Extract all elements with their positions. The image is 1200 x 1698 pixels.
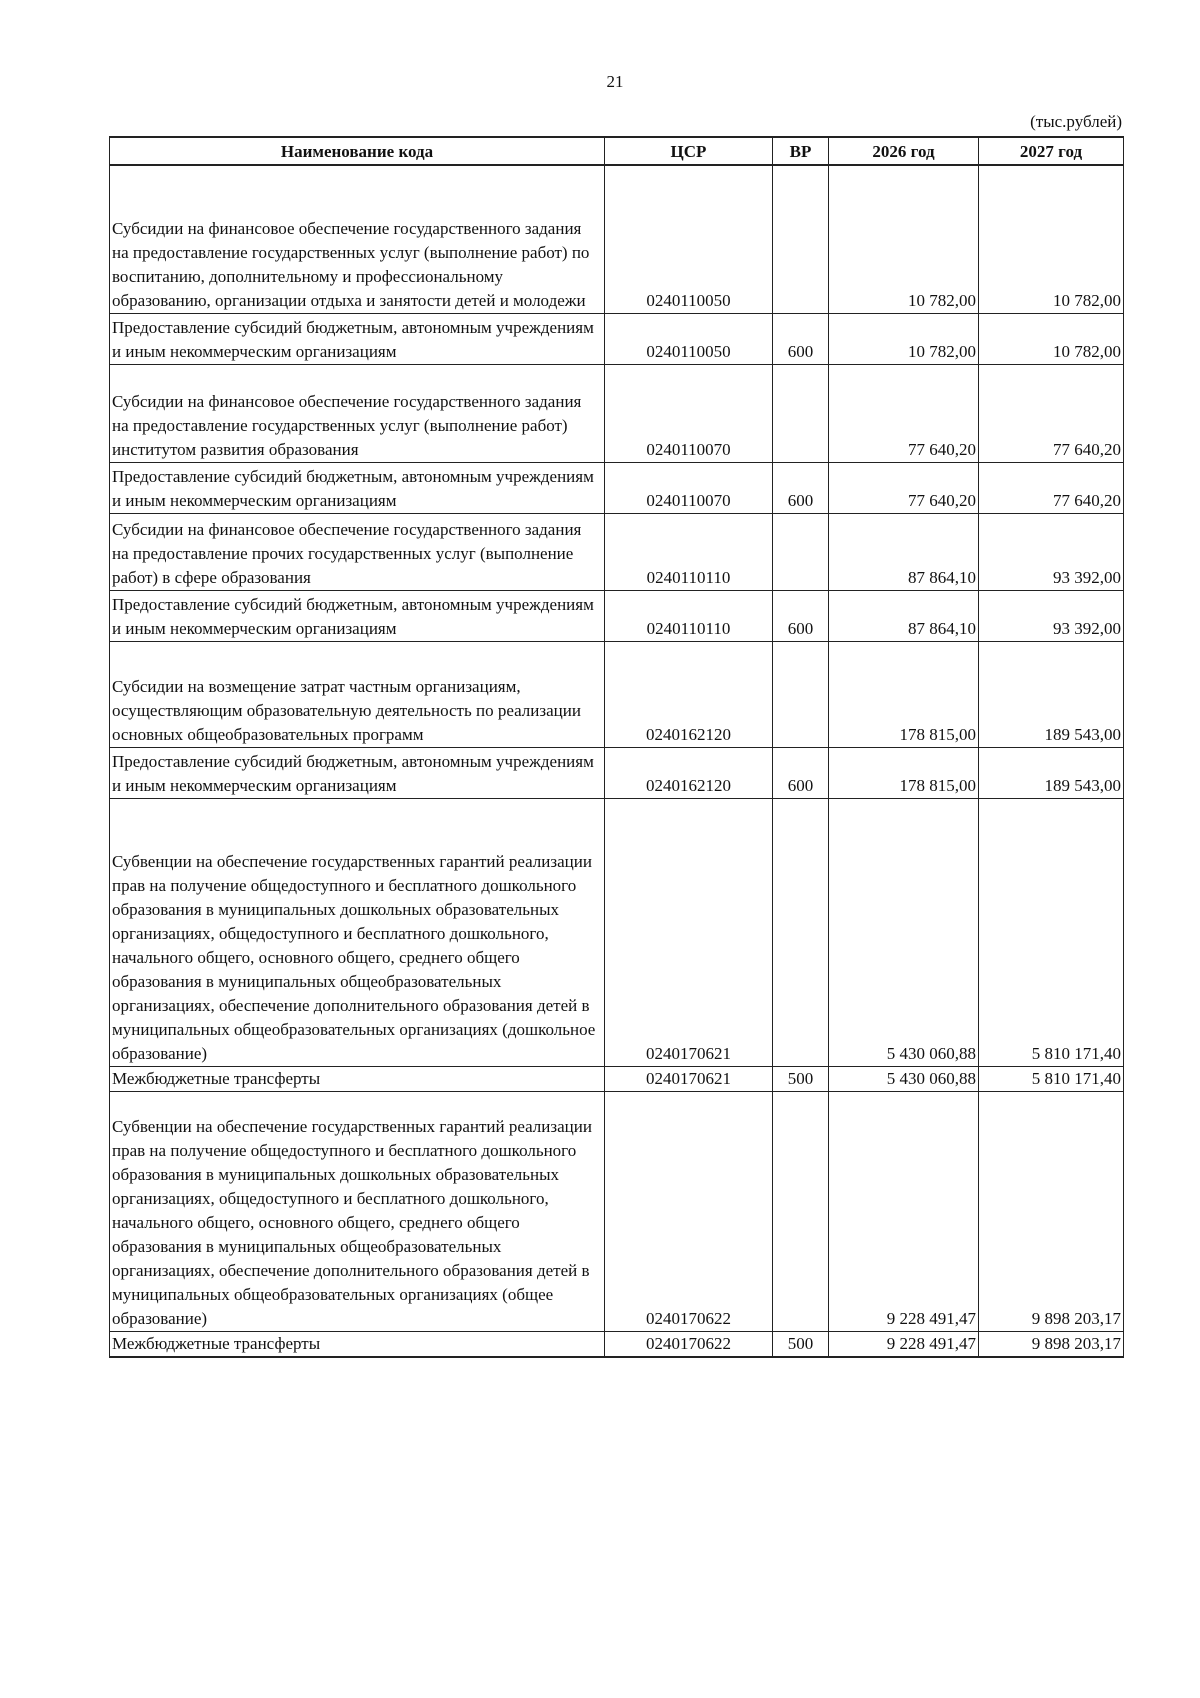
header-csr: ЦСР [605,137,773,165]
row-2026: 5 430 060,88 [829,1066,979,1091]
row-2026: 9 228 491,47 [829,1091,979,1331]
table-row [110,1091,1124,1331]
row-2027: 9 898 203,17 [979,1091,1124,1331]
row-2026: 5 430 060,88 [829,798,979,1066]
row-2027: 93 392,00 [979,590,1124,641]
table-row [110,462,1124,513]
row-csr: 0240110110 [605,513,773,590]
row-2026: 87 864,10 [829,590,979,641]
table-row [110,798,1124,1066]
row-2027: 10 782,00 [979,165,1124,313]
table-row [110,513,1124,590]
row-name: Субвенции на обеспечение государственных гарантий реализации прав на получение общедоступного и бесплатного дошкольного образования в муниципальных дошкольных образовательных организациях, общедоступного и бесплатного дошкольного, начального общего, основного общего, среднего общего образования в муниципальных общеобразовательных организациях, обеспечение дополнительного образования детей в муниципальных общеобразовательных организациях (общее образование) [110,1091,605,1331]
row-vr [773,798,829,1066]
header-year-2026: 2026 год [829,137,979,165]
row-2027: 77 640,20 [979,364,1124,462]
row-csr: 0240170622 [605,1331,773,1357]
header-vr: ВР [773,137,829,165]
table-row [110,364,1124,462]
row-name: Предоставление субсидий бюджетным, автономным учреждениям и иным некоммерческим организациям [110,462,605,513]
row-2026: 10 782,00 [829,313,979,364]
table-row [110,165,1124,313]
row-vr [773,641,829,747]
row-vr: 500 [773,1331,829,1357]
row-csr: 0240110070 [605,462,773,513]
row-vr: 500 [773,1066,829,1091]
table-row [110,313,1124,364]
row-name: Субсидии на возмещение затрат частным организациям, осуществляющим образовательную деятельность по реализации основных общеобразовательных программ [110,641,605,747]
header-year-2027: 2027 год [979,137,1124,165]
row-vr: 600 [773,590,829,641]
header-name: Наименование кода [110,137,605,165]
row-csr: 0240110050 [605,165,773,313]
row-vr: 600 [773,313,829,364]
table-row [110,590,1124,641]
row-vr: 600 [773,747,829,798]
row-vr [773,364,829,462]
table-row [110,1066,1124,1091]
row-csr: 0240110050 [605,313,773,364]
row-vr [773,1091,829,1331]
row-name: Субсидии на финансовое обеспечение государственного задания на предоставление прочих государственных услуг (выполнение работ) в сфере образования [110,513,605,590]
row-vr: 600 [773,462,829,513]
row-vr [773,513,829,590]
row-2026: 9 228 491,47 [829,1331,979,1357]
row-2027: 10 782,00 [979,313,1124,364]
row-csr: 0240162120 [605,641,773,747]
row-name: Субсидии на финансовое обеспечение государственного задания на предоставление государственных услуг (выполнение работ) институтом развития образования [110,364,605,462]
row-2027: 93 392,00 [979,513,1124,590]
row-2026: 77 640,20 [829,364,979,462]
row-2027: 77 640,20 [979,462,1124,513]
row-2026: 178 815,00 [829,641,979,747]
row-name: Субвенции на обеспечение государственных гарантий реализации прав на получение общедоступного и бесплатного дошкольного образования в муниципальных дошкольных образовательных организациях, общедоступного и бесплатного дошкольного, начального общего, основного общего, среднего общего образования в муниципальных общеобразовательных организациях, обеспечение дополнительного образования детей в муниципальных общеобразовательных организациях (дошкольное образование) [110,798,605,1066]
header-row [110,137,1124,165]
table-row [110,641,1124,747]
table-header [110,137,1124,165]
row-name: Субсидии на финансовое обеспечение государственного задания на предоставление государственных услуг (выполнение работ) по воспитанию, дополнительному и профессиональному образованию, организации отдыха и занятости детей и молодежи [110,165,605,313]
row-csr: 0240110070 [605,364,773,462]
row-csr: 0240110110 [605,590,773,641]
row-name: Предоставление субсидий бюджетным, автономным учреждениям и иным некоммерческим организациям [110,747,605,798]
row-name: Межбюджетные трансферты [110,1066,605,1091]
units-label: (тыс.рублей) [1030,112,1122,131]
row-2027: 5 810 171,40 [979,798,1124,1066]
row-2027: 5 810 171,40 [979,1066,1124,1091]
row-2026: 77 640,20 [829,462,979,513]
row-csr: 0240170622 [605,1091,773,1331]
row-2027: 189 543,00 [979,747,1124,798]
table-row [110,1331,1124,1357]
row-csr: 0240162120 [605,747,773,798]
row-2026: 87 864,10 [829,513,979,590]
row-name: Межбюджетные трансферты [110,1331,605,1357]
table-body [110,165,1124,1357]
row-vr [773,165,829,313]
row-name: Предоставление субсидий бюджетным, автономным учреждениям и иным некоммерческим организациям [110,313,605,364]
row-name: Предоставление субсидий бюджетным, автономным учреждениям и иным некоммерческим организациям [110,590,605,641]
page-number: 21 [606,72,624,91]
row-2027: 9 898 203,17 [979,1331,1124,1357]
row-csr: 0240170621 [605,1066,773,1091]
row-2026: 178 815,00 [829,747,979,798]
row-2026: 10 782,00 [829,165,979,313]
row-csr: 0240170621 [605,798,773,1066]
table-row [110,747,1124,798]
row-2027: 189 543,00 [979,641,1124,747]
budget-table [109,136,1124,1358]
